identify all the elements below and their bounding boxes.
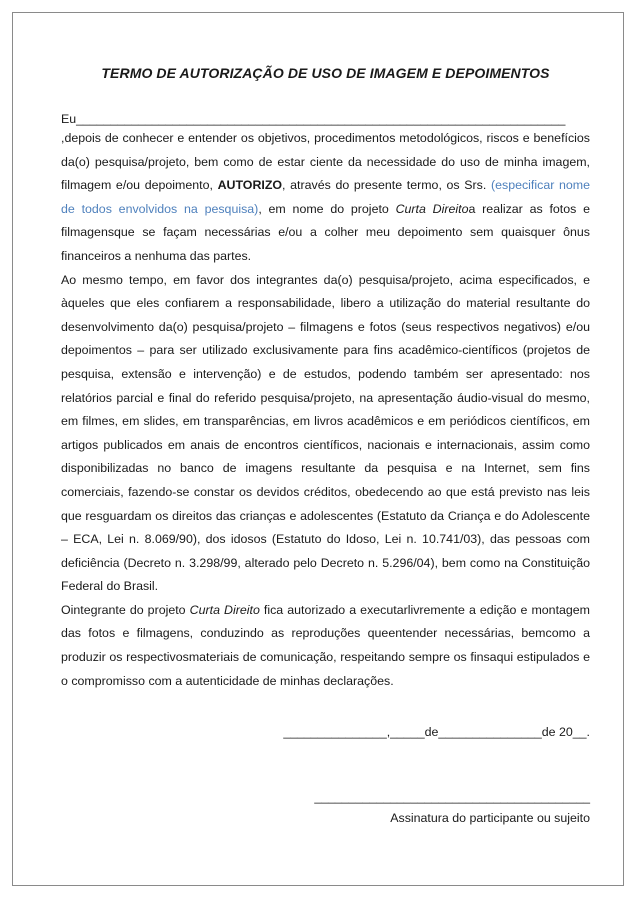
p1-text-2: , através do presente termo, os Srs. (282, 178, 491, 193)
name-blank-line: Eu_______________________________________________________________________ (61, 112, 566, 126)
usage-paragraph: Ao mesmo tempo, em favor dos integrantes da(o) pesquisa/projeto, acima especificados, e àqueles que eles confiarem a responsabilidade, libero a utilização do material resultante do desenvolvimento da(o) pesquisa/projeto – filmagens e fotos (seus respectivos negativos) e/ou depoimentos – para ser utilizado exclusivamente para fins acadêmico-científicos (projetos de pesquisa, extensão e intervenção) e de estudos, podendo também ser apresentado: nos relatórios parcial e final do referido pesquisa/projeto, na apresentação áudio-visual do mesmo, em filmes, em slides, em transparências, em livros acadêmicos e em periódicos científicos, em artigos publicados em anais de encontros científicos, nacionais e internacionais, assim como disponibilizadas no banco de imagens resultante da pesquisa e na Internet, sem fins comerciais, fazendo-se constar os devidos créditos, obedecendo ao que está previsto nas leis que resguardam os direitos das crianças e adolescentes (Estatuto da Criança e do Adolescente – ECA, Lei n. 8.069/90), dos idosos (Estatuto do Idoso, Lei n. 10.741/03), das pessoas com deficiência (Decreto n. 3.298/99, alterado pelo Decreto n. 5.296/04), bem como na Constituição Federal do Brasil. (61, 272, 590, 594)
authorization-paragraph (61, 127, 590, 269)
document-content (61, 65, 590, 827)
autorizo-keyword: AUTORIZO (217, 178, 283, 193)
p1-text-1: ,depois de conhecer e entender os objetivos, procedimentos metodológicos, riscos e benefícios da(o) pesquisa/projeto, bem como de estar ciente da necessidade do uso de minha imagem, filmagem e/ou depoimento, (61, 131, 590, 193)
project-name: Curta Direito (395, 201, 469, 216)
p1-text-3: , em nome do projeto (258, 201, 396, 216)
signature-label: Assinatura do participante ou sujeito (390, 811, 590, 826)
p1-text-4: a realizar as fotos e filmagensque se façam necessárias e/ou a colher meu depoimento sem quaisquer ônus financeiros a nenhuma das partes. (61, 201, 591, 263)
project-name: Curta Direito (189, 602, 260, 617)
document-title: TERMO DE AUTORIZAÇÃO DE USO DE IMAGEM E DEPOIMENTOS (101, 65, 550, 81)
document-page (12, 12, 624, 886)
date-line: _______________,_____de_______________de 20__. (283, 725, 590, 740)
p3-text-2: fica autorizado a executarlivremente a edição e montagem das fotos e filmagens, conduzindo as reproduções queentender necessárias, bemcomo a produzir os respectivosmateriais de comunicação, respeitando sempre os finsaqui estipulados e o compromisso com a autenticidade de minhas declarações. (61, 602, 591, 688)
signature-line: ________________________________________ (314, 790, 590, 805)
p3-text-1: Ointegrante do projeto (61, 602, 190, 617)
participants-placeholder: (especificar nome de todos envolvidos na pesquisa) (61, 178, 590, 216)
editing-paragraph (61, 599, 590, 693)
